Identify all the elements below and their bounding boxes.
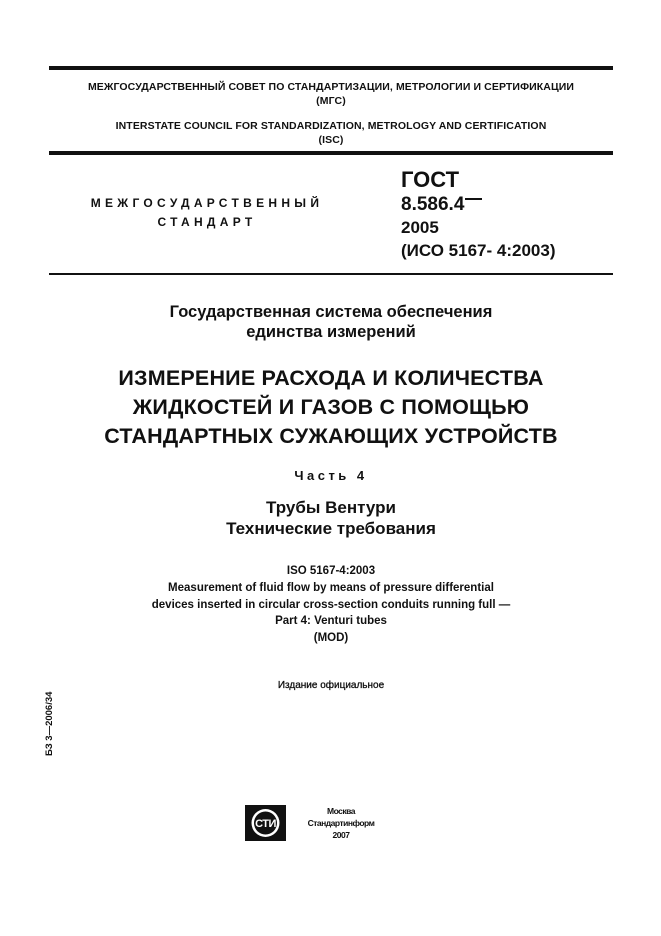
part-title-line1: Трубы Вентури (266, 498, 396, 517)
main-title-line3: СТАНДАРТНЫХ СУЖАЮЩИХ УСТРОЙСТВ (104, 424, 558, 448)
part-title-line2: Технические требования (226, 519, 436, 538)
main-title-line1: ИЗМЕРЕНИЕ РАСХОДА И КОЛИЧЕСТВА (118, 366, 544, 390)
side-code: БЗ 3—2006/34 (44, 691, 55, 756)
council-abbr-ru: (МГС) (316, 95, 346, 107)
publisher-name: Стандартинформ (307, 818, 375, 828)
part-label-text: Часть 4 (294, 468, 368, 483)
gost-label: ГОСТ (401, 167, 460, 192)
council-name-ru (49, 80, 613, 108)
main-title (49, 364, 613, 451)
iso-line5: (MOD) (313, 632, 349, 645)
gost-designation (401, 168, 611, 262)
standard-type-line2: СТАНДАРТ (157, 215, 257, 229)
iso-line1: ISO 5167-4:2003 (286, 565, 376, 577)
publisher-logo-text: СТИ (255, 818, 276, 830)
edition-text: Издание официальное (277, 680, 385, 691)
standard-type-line1: МЕЖГОСУДАРСТВЕННЫЙ (90, 196, 324, 210)
iso-line2: Measurement of fluid flow by means of pressure differential (168, 581, 494, 594)
council-name-en-line: INTERSTATE COUNCIL FOR STANDARDIZATION, METROLOGY AND CERTIFICATION (115, 120, 547, 132)
standard-type (76, 194, 338, 232)
publisher-block (245, 804, 395, 844)
publisher-city: Москва (327, 806, 355, 816)
publisher-logo-icon (245, 805, 286, 841)
iso-line3: devices inserted in circular cross-section conduits running full — (151, 598, 511, 611)
gost-year: 2005 (401, 218, 439, 237)
series-title (49, 302, 613, 342)
main-title-line2: ЖИДКОСТЕЙ И ГАЗОВ С ПОМОЩЬЮ (132, 395, 530, 419)
gost-dash (465, 198, 482, 200)
council-abbr-en: (ISC) (318, 134, 344, 146)
iso-line4: Part 4: Venturi tubes (275, 615, 387, 628)
edition-label (49, 679, 613, 693)
part-title (49, 497, 613, 539)
council-name-en (49, 119, 613, 147)
gost-number-line (401, 194, 611, 216)
bottom-rule (49, 273, 613, 275)
part-label (49, 467, 613, 485)
council-name-ru-line: МЕЖГОСУДАРСТВЕННЫЙ СОВЕТ ПО СТАНДАРТИЗАЦИИ, МЕТРОЛОГИИ И СЕРТИФИКАЦИИ (87, 81, 575, 93)
iso-reference (49, 563, 613, 647)
top-rule (49, 66, 613, 70)
middle-rule (49, 151, 613, 155)
publisher-text (289, 805, 393, 841)
publisher-year: 2007 (332, 830, 350, 840)
series-title-line2: единства измерений (246, 323, 416, 341)
gost-number: 8.586.4 (401, 194, 465, 215)
series-title-line1: Государственная система обеспечения (169, 303, 493, 321)
gost-iso-equivalent: (ИСО 5167- 4:2003) (401, 241, 556, 260)
